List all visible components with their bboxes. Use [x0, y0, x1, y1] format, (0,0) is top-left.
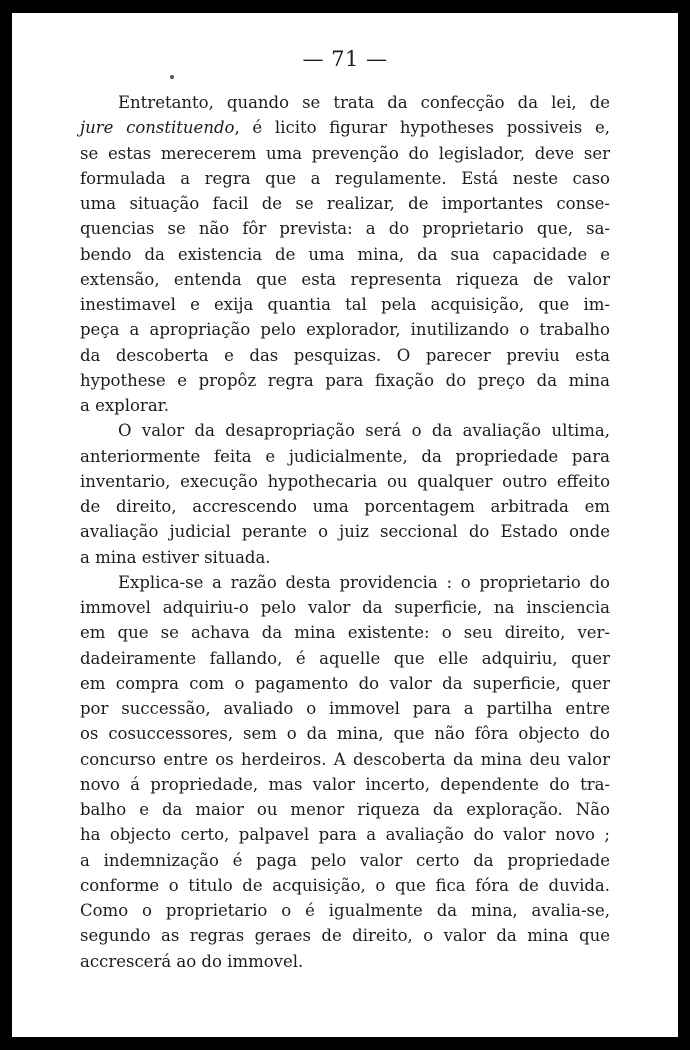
text-line: novo á propriedade, mas valor incerto, dependente do tra-: [80, 774, 610, 794]
text-line: uma situação facil de se realizar, de importantes conse-: [80, 194, 610, 213]
text-line: O valor da desapropriação será o da avaliação ultima,: [118, 421, 610, 441]
text-line: quencias se não fôr prevista: a do proprietario que, sa-: [80, 219, 610, 239]
text-line: dadeiramente fallando, é aquelle que elle adquiriu, quer: [80, 648, 610, 668]
text-line: Entretanto, quando se trata da confecção da lei, de: [118, 93, 610, 112]
text-line: a mina estiver situada.: [80, 547, 271, 567]
text-line: balho e da maior ou menor riqueza da exploração. Não: [80, 800, 610, 819]
text-line: inestimavel e exija quantia tal pela acquisição, que im-: [80, 295, 610, 314]
paragraph-3: [80, 570, 610, 974]
text-line: bendo da existencia de uma mina, da sua capacidade e: [80, 244, 610, 264]
text-line: inventario, execução hypothecaria ou qualquer outro effeito: [80, 471, 610, 491]
text-line: immovel adquiriu-o pelo valor da superficie, na insciencia: [80, 598, 610, 617]
text-line: segundo as regras geraes de direito, o valor da mina que: [80, 926, 610, 946]
paragraph-2: [80, 418, 610, 570]
text-line: avaliação judicial perante o juiz seccional do Estado onde: [80, 522, 610, 542]
text-line: conforme o titulo de acquisição, o que fica fóra de duvida.: [80, 875, 610, 895]
text-line: extensão, entenda que esta representa riqueza de valor: [80, 269, 610, 289]
text-line: accrescerá ao do immovel.: [80, 951, 304, 971]
text-line: a indemnização é paga pelo valor certo da propriedade: [80, 850, 610, 870]
text-line: peça a apropriação pelo explorador, inutilizando o trabalho: [80, 320, 610, 340]
text-line: em que se achava da mina existente: o seu direito, ver-: [80, 623, 610, 643]
book-page: [12, 13, 678, 1037]
text-line: formulada a regra que a regulamente. Está neste caso: [80, 168, 610, 188]
text-line: Como o proprietario o é igualmente da mina, avalia-se,: [80, 901, 610, 920]
text-line: os cosuccessores, sem o da mina, que não fôra objecto do: [80, 724, 610, 744]
text-line: em compra com o pagamento do valor da superficie, quer: [80, 673, 610, 693]
text-line: se estas merecerem uma prevenção do legislador, deve ser: [80, 143, 610, 163]
text-line: por successão, avaliado o immovel para a partilha entre: [80, 699, 610, 718]
page-number: — 71 —: [302, 47, 388, 71]
text-line: da descoberta e das pesquizas. O parecer previu esta: [80, 345, 610, 365]
body-text: [80, 90, 610, 974]
text-line: a explorar.: [80, 396, 169, 415]
text-line: hypothese e propôz regra para fixação do preço da mina: [80, 370, 610, 390]
text-line: Explica-se a razão desta providencia : o proprietario do: [118, 572, 610, 592]
line-remainder: , é licito figurar hypotheses possiveis e,: [234, 118, 610, 138]
text-line: ha objecto certo, palpavel para a avaliação do valor novo ;: [80, 825, 610, 845]
italic-phrase: jure constituendo: [80, 118, 235, 138]
text-line: de direito, accrescendo uma porcentagem arbitrada em: [80, 497, 610, 516]
text-line: concurso entre os herdeiros. A descoberta da mina deu valor: [80, 749, 610, 769]
text-line: anteriormente feita e judicialmente, da propriedade para: [80, 446, 610, 466]
text-line-with-italic: [80, 115, 610, 140]
ink-speck: [170, 75, 174, 79]
paragraph-1: [80, 90, 610, 418]
